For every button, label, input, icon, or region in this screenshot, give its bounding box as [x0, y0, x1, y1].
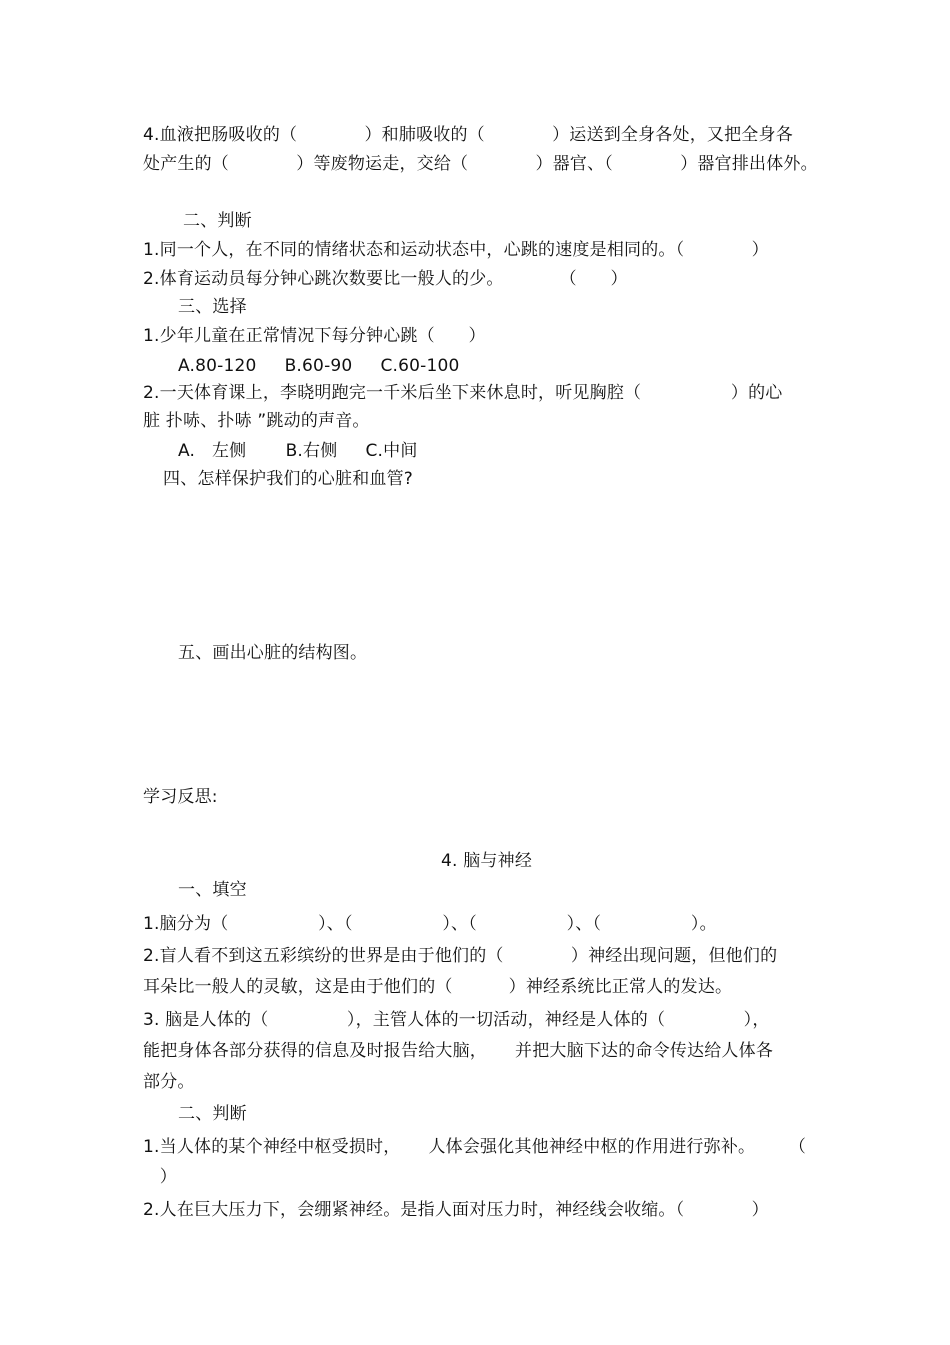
judge-heading: 二、判断	[183, 211, 252, 231]
fill-question-3-line-3: 部分。	[143, 1072, 195, 1092]
judge-question-1: 1.同一个人，在不同的情绪状态和运动状态中，心跳的速度是相同的。（ ）	[143, 240, 769, 260]
choice-question-2-options: A. 左侧 B.右侧 C.中间	[178, 441, 418, 461]
fill-question-2-line-1: 2.盲人看不到这五彩缤纷的世界是由于他们的（ ）神经出现问题，但他们的	[143, 946, 778, 966]
draw-heart-heading: 五、画出心脏的结构图。	[178, 643, 368, 663]
fill-question-3-line-1: 3. 脑是人体的（ ），主管人体的一切活动，神经是人体的（ ），	[143, 1010, 770, 1030]
question-4-line-2: 处产生的（ ）等废物运走，交给（ ）器官、（ ）器官排出体外。	[143, 154, 818, 174]
question-4-line-1: 4.血液把肠吸收的（ ）和肺吸收的（ ）运送到全身各处，又把全身各	[143, 125, 793, 145]
reflection-label: 学习反思:	[143, 787, 218, 807]
choice-heading: 三、选择	[178, 297, 247, 317]
fill-question-1: 1.脑分为（ ）、（ ）、（ ）、（ ）。	[143, 914, 717, 934]
fill-question-2-line-2: 耳朵比一般人的灵敏，这是由于他们的（ ）神经系统比正常人的发达。	[143, 977, 733, 997]
section-title: 4. 脑与神经	[441, 851, 533, 871]
brain-judge-heading: 二、判断	[178, 1104, 247, 1124]
protect-heart-heading: 四、怎样保护我们的心脏和血管?	[163, 469, 414, 489]
fill-heading: 一、填空	[178, 880, 247, 900]
choice-question-2-line-2: 脏 扑哧、扑哧 ”跳动的声音。	[143, 411, 370, 431]
judge-question-2: 2.体育运动员每分钟心跳次数要比一般人的少。 （ ）	[143, 269, 628, 289]
choice-question-1-options: A.80-120 B.60-90 C.60-100	[178, 356, 460, 376]
brain-judge-question-1-line-1: 1.当人体的某个神经中枢受损时， 人体会强化其他神经中枢的作用进行弥补。 （	[143, 1137, 807, 1157]
fill-question-3-line-2: 能把身体各部分获得的信息及时报告给大脑， 并把大脑下达的命令传达给人体各	[143, 1041, 774, 1061]
brain-judge-question-2: 2.人在巨大压力下，会绷紧神经。是指人面对压力时，神经线会收缩。（ ）	[143, 1200, 769, 1220]
choice-question-2-line-1: 2.一天体育课上，李晓明跑完一千米后坐下来休息时，听见胸腔（ ）的心	[143, 383, 783, 403]
brain-judge-question-1-line-2: ）	[143, 1167, 178, 1187]
choice-question-1: 1.少年儿童在正常情况下每分钟心跳（ ）	[143, 326, 486, 346]
